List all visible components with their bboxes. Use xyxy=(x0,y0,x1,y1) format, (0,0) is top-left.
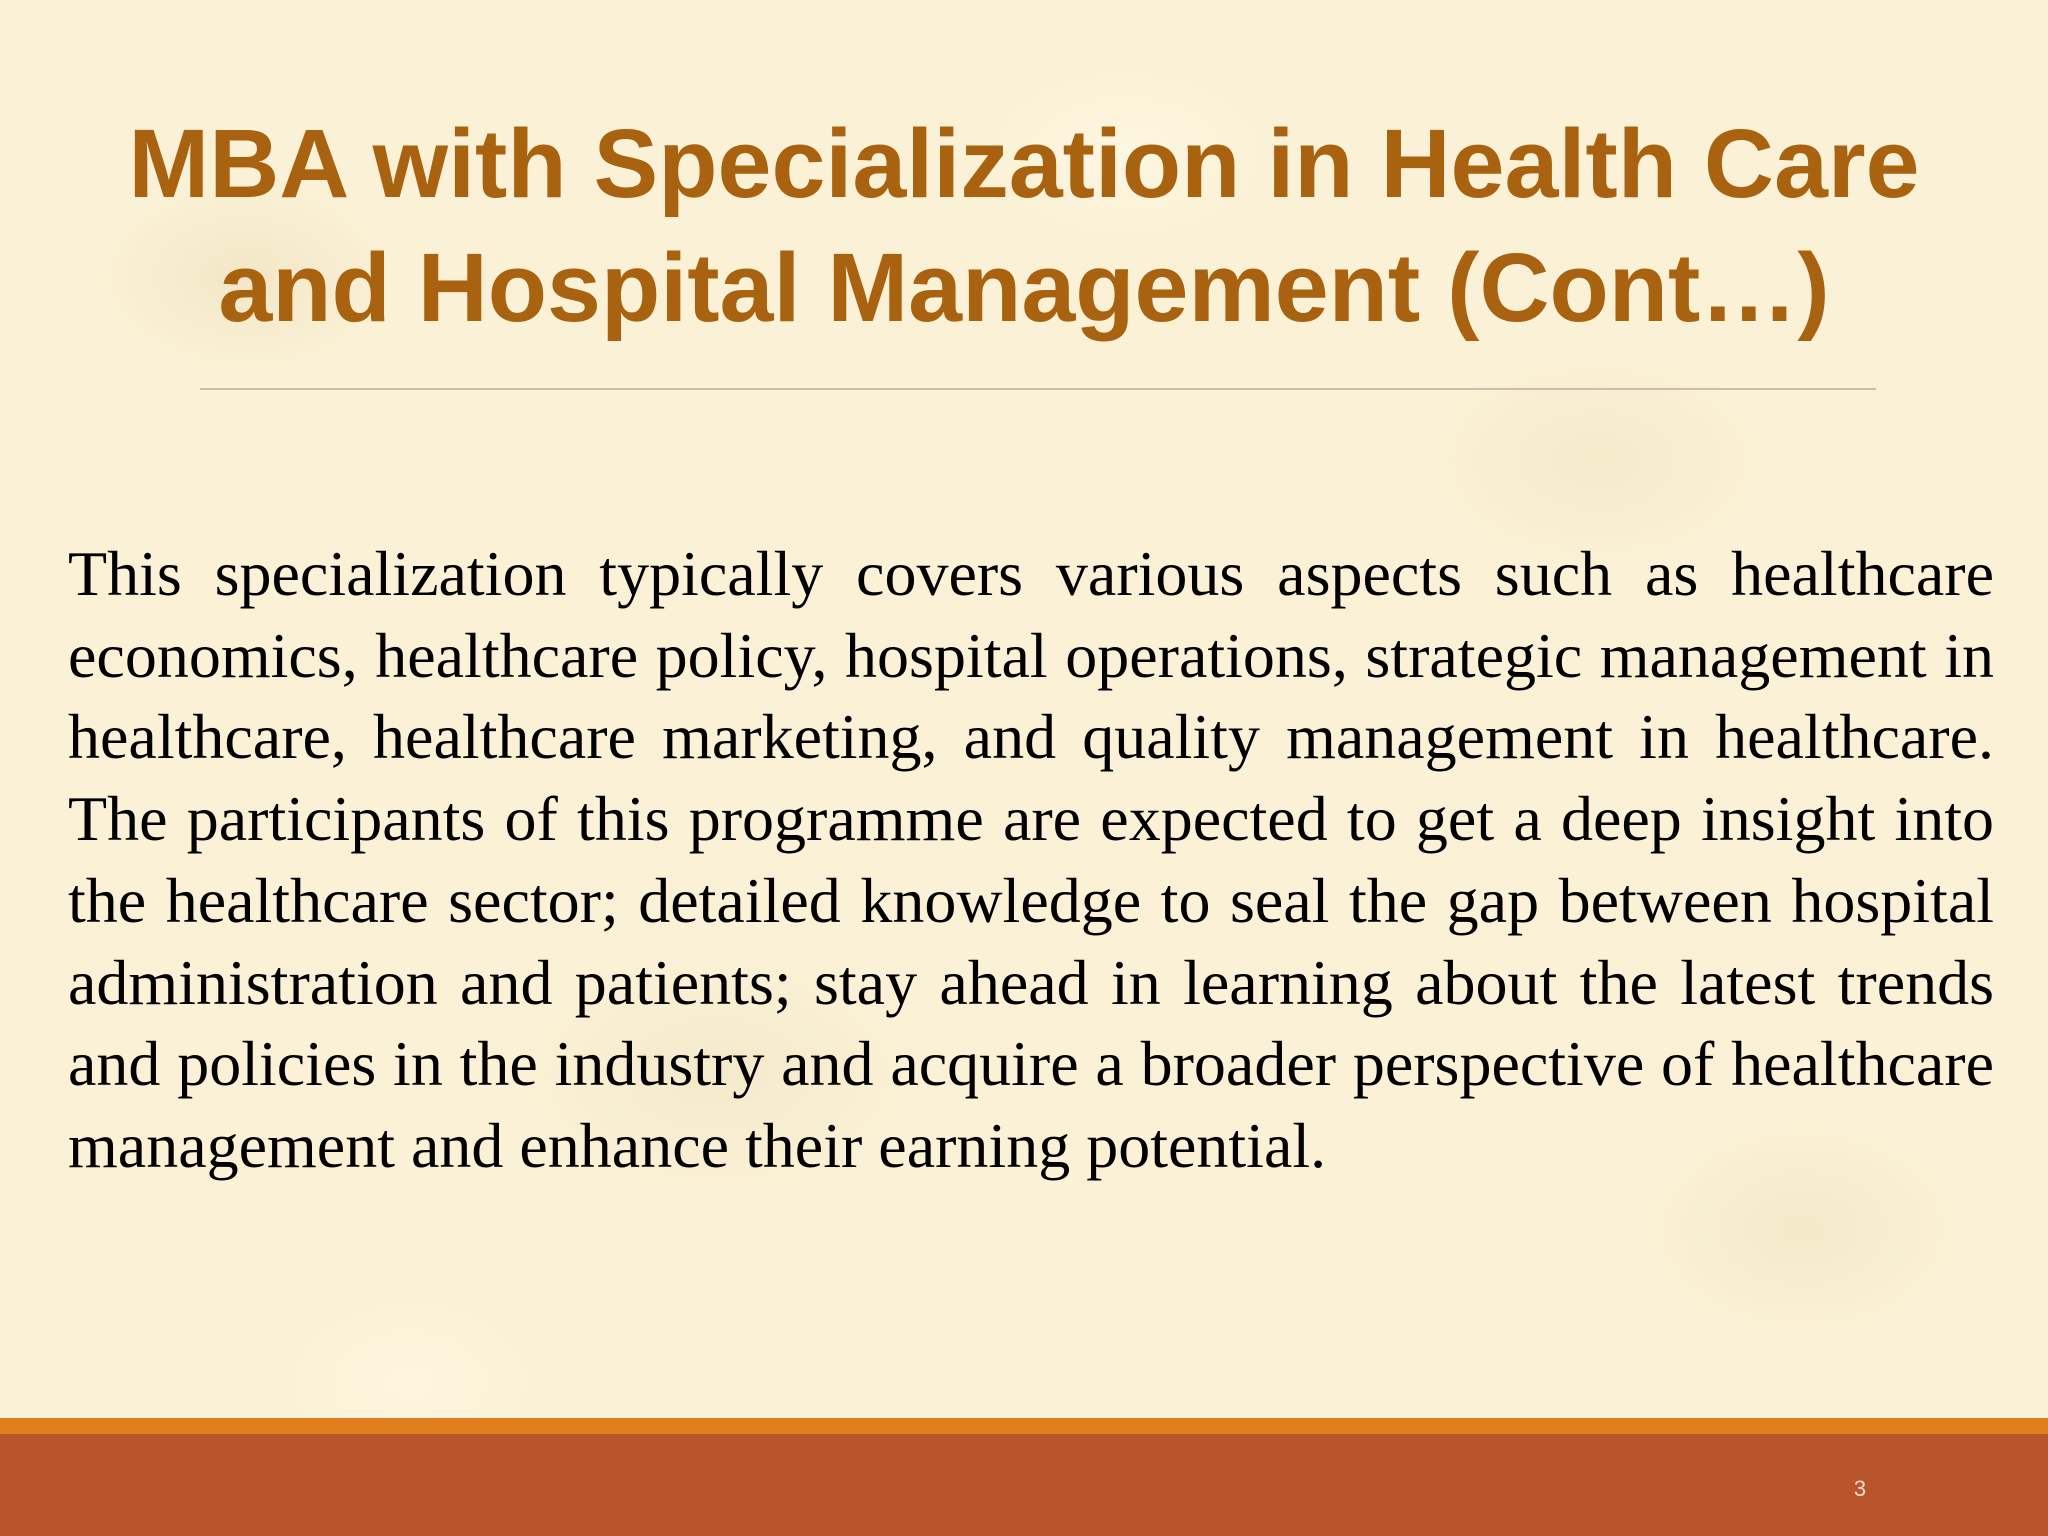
title-divider xyxy=(200,388,1876,390)
slide-title: MBA with Specialization in Health Care and Hospital Management (Cont…) xyxy=(128,109,1920,342)
slide-body-text: This specialization typically covers various aspects such as healthcare economics, healthcare policy, hospital operations, strategic management in healthcare, healthcare marketing, and quality management in healthcare. The participants of this programme are expected to get a deep insight into the healthcare sector; detailed knowledge to seal the gap between hospital administration and patients; stay ahead in learning about the latest trends and policies in the industry and acquire a broader perspective of healthcare management and enhance their earning potential. xyxy=(68,538,1994,1181)
page-number: 3 xyxy=(1853,1476,1867,1501)
footer-band xyxy=(0,1434,2048,1536)
footer-accent-stripe xyxy=(0,1418,2048,1434)
